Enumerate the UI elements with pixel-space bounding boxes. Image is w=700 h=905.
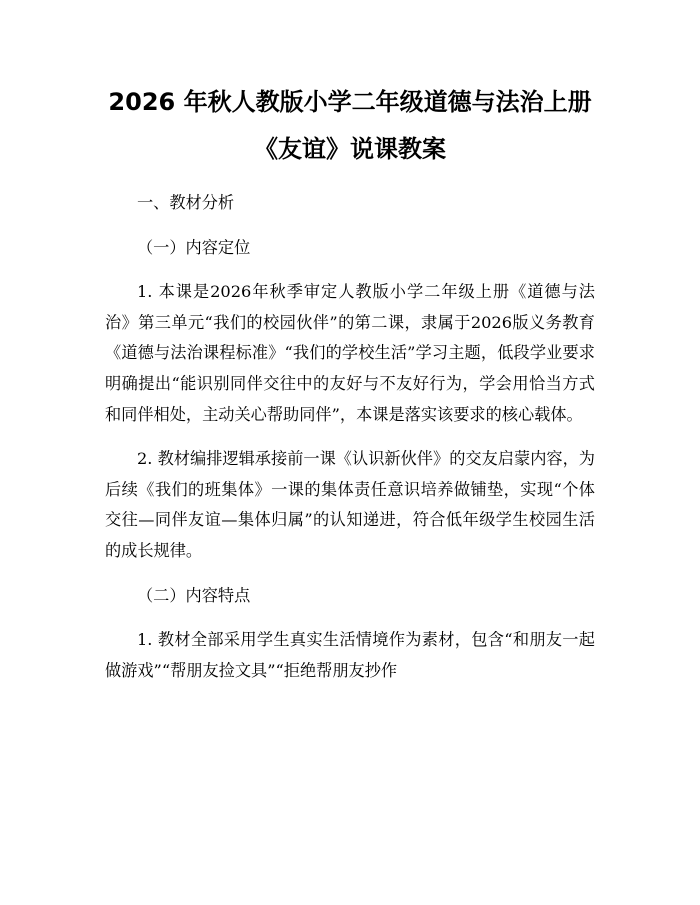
- paragraph-3: 1. 教材全部采用学生真实生活情境作为素材，包含“和朋友一起做游戏”“帮朋友捡文具”“拒绝帮朋友抄作: [105, 630, 595, 680]
- section-heading-teaching-material-analysis: 一、教材分析: [137, 193, 235, 212]
- paragraph-1: 1. 本课是2026年秋季审定人教版小学二年级上册《道德与法治》第三单元“我们的校园伙伴”的第二课，隶属于2026版义务教育《道德与法治课程标准》“我们的学校生活”学习主题，低段学业要求明确提出“能识别同伴交往中的友好与不友好行为，学会用恰当方式和同伴相处，主动关心帮助同伴”，本课是落实该要求的核心载体。: [105, 282, 595, 424]
- paragraph-2: 2. 教材编排逻辑承接前一课《认识新伙伴》的交友启蒙内容，为后续《我们的班集体》一课的集体责任意识培养做铺垫，实现“个体交往—同伴友谊—集体归属”的认知递进，符合低年级学生校园生活的成长规律。: [105, 449, 595, 560]
- subsection-heading-content-positioning: （一）内容定位: [137, 237, 251, 257]
- document-title-line-2: 《友谊》说课教案: [254, 135, 446, 163]
- document-body: [105, 188, 595, 700]
- document-title-line-1: 2026 年秋人教版小学二年级道德与法治上册: [108, 88, 592, 116]
- subsection-heading-content-features: （二）内容特点: [137, 585, 251, 605]
